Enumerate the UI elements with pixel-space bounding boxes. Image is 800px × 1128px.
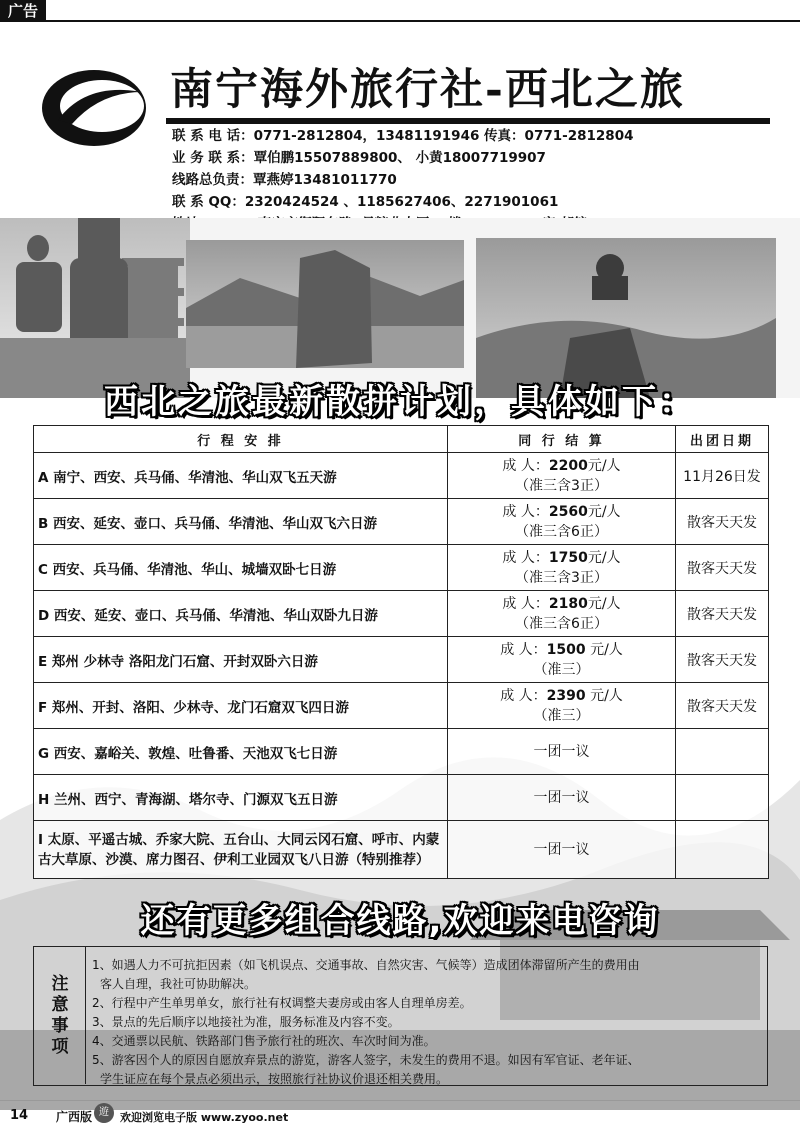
page-number: 14 [10,1108,29,1123]
date-cell: 散客天天发 [676,637,769,683]
price-prefix: 成 人： [502,457,549,474]
tour-schedule-table [33,425,769,879]
route-cell: C 西安、兵马俑、华清池、华山、城墙双卧七日游 [34,545,448,591]
table-row [34,683,769,729]
price-value: 2200 [548,457,588,474]
table-header-row [34,426,769,453]
section-heading: 西北之旅最新散拼计划，具体如下： [104,382,696,422]
table-row [34,591,769,637]
footer-divider [0,1100,800,1101]
price-unit: 元/人 [587,549,621,566]
contact-business: 业 务 联 系：覃伯鹏15507889800、 小黄18007719907 [172,150,546,166]
agency-title: 南宁海外旅行社-西北之旅 [170,65,685,115]
price-prefix: 成 人： [500,687,547,704]
date-cell: 散客天天发 [676,683,769,729]
note-item: 4、交通票以民航、铁路部门售予旅行社的班次、车次时间为准。 [92,1034,436,1048]
route-cell: A 南宁、西安、兵马俑、华清池、华山双飞五天游 [34,453,448,499]
ad-tag: 广告 [0,0,46,22]
note-item: 3、景点的先后顺序以地接社为准，服务标准及内容不变。 [92,1015,400,1029]
route-cell: F 郑州、开封、洛阳、少林寺、龙门石窟双飞四日游 [34,683,448,729]
zyoo-badge-icon: 遊 [94,1103,114,1123]
price-prefix: 成 人： [502,549,549,566]
table-row [34,821,769,879]
price-unit: 元/人 [587,503,621,520]
top-divider [46,20,800,22]
date-cell: 散客天天发 [676,499,769,545]
price-cell [448,591,676,637]
contact-phone: 联 系 电 话：0771-2812804，13481191946 传真：0771-2812804 [172,128,634,144]
edition-label: 广西版 [56,1110,93,1124]
date-cell [676,775,769,821]
table-row [34,499,769,545]
date-cell: 散客天天发 [676,591,769,637]
notes-label: 注意事项 [51,974,69,1057]
contact-qq: 联 系 QQ：2320424524 、1185627406、2271901061 [172,194,559,210]
price-prefix: 成 人： [500,641,547,658]
price-note: （准三） [533,707,590,724]
note-item: 2、行程中产生单男单女，旅行社有权调整夫妻房或由客人自理单房差。 [92,996,472,1010]
price-unit: 元/人 [585,641,623,658]
price-note: （准三含6正） [515,523,608,540]
price-cell: 一团一议 [448,821,676,879]
price-cell [448,637,676,683]
route-cell: H 兰州、西宁、青海湖、塔尔寺、门源双飞五日游 [34,775,448,821]
price-cell [448,499,676,545]
note-item: 客人自理，我社可协助解决。 [100,977,257,991]
price-value: 2390 [546,687,586,704]
date-cell [676,821,769,879]
table-row [34,637,769,683]
price-prefix: 成 人： [502,503,549,520]
contact-route-manager: 线路总负责：覃燕婷13481011770 [172,172,397,188]
table-row [34,775,769,821]
route-cell: I 太原、平遥古城、乔家大院、五台山、大同云冈石窟、呼市、内蒙古大草原、沙漠、席力图召、伊利工业园双飞八日游（特别推荐） [34,821,448,879]
header-price: 同 行 结 算 [448,426,676,453]
price-unit: 元/人 [587,457,621,474]
price-value: 2560 [548,503,588,520]
note-item: 学生证应在每个景点必须出示，按照旅行社协议价退还相关费用。 [100,1072,449,1086]
website-link[interactable]: 欢迎浏览电子版 www.zyoo.net [120,1111,289,1124]
route-cell: G 西安、嘉峪关、敦煌、吐鲁番、天池双飞七日游 [34,729,448,775]
price-unit: 元/人 [585,687,623,704]
consult-banner: 还有更多组合线路,欢迎来电咨询 [140,901,660,941]
price-unit: 元/人 [587,595,621,612]
price-cell [448,453,676,499]
route-cell: D 西安、延安、壶口、兵马俑、华清池、华山双卧九日游 [34,591,448,637]
price-note: （准三含3正） [515,569,608,586]
price-cell: 一团一议 [448,729,676,775]
route-cell: B 西安、延安、壶口、兵马俑、华清池、华山双飞六日游 [34,499,448,545]
price-value: 2180 [548,595,588,612]
price-cell [448,545,676,591]
scenery-photo-collage [0,218,800,398]
price-note: （准三含3正） [515,477,608,494]
price-cell: 一团一议 [448,775,676,821]
price-value: 1500 [546,641,586,658]
table-row [34,545,769,591]
agency-logo-icon [38,62,150,152]
note-item: 5、游客因个人的原因自愿放弃景点的游览，游客人签字，未发生的费用不退。如因有军官证、老年证、 [92,1053,640,1067]
price-value: 1750 [548,549,588,566]
price-note: （准三含6正） [515,615,608,632]
route-cell: E 郑州 少林寺 洛阳龙门石窟、开封双卧六日游 [34,637,448,683]
header-route: 行 程 安 排 [34,426,448,453]
note-item: 1、如遇人力不可抗拒因素（如飞机误点、交通事故、自然灾害、气候等）造成团体滞留所产生的费用由 [92,958,640,972]
table-row [34,729,769,775]
date-cell [676,729,769,775]
table-row [34,453,769,499]
price-prefix: 成 人： [502,595,549,612]
date-cell: 11月26日发 [676,453,769,499]
header-date: 出团日期 [676,426,769,453]
price-note: （准三） [533,661,590,678]
price-cell [448,683,676,729]
date-cell: 散客天天发 [676,545,769,591]
